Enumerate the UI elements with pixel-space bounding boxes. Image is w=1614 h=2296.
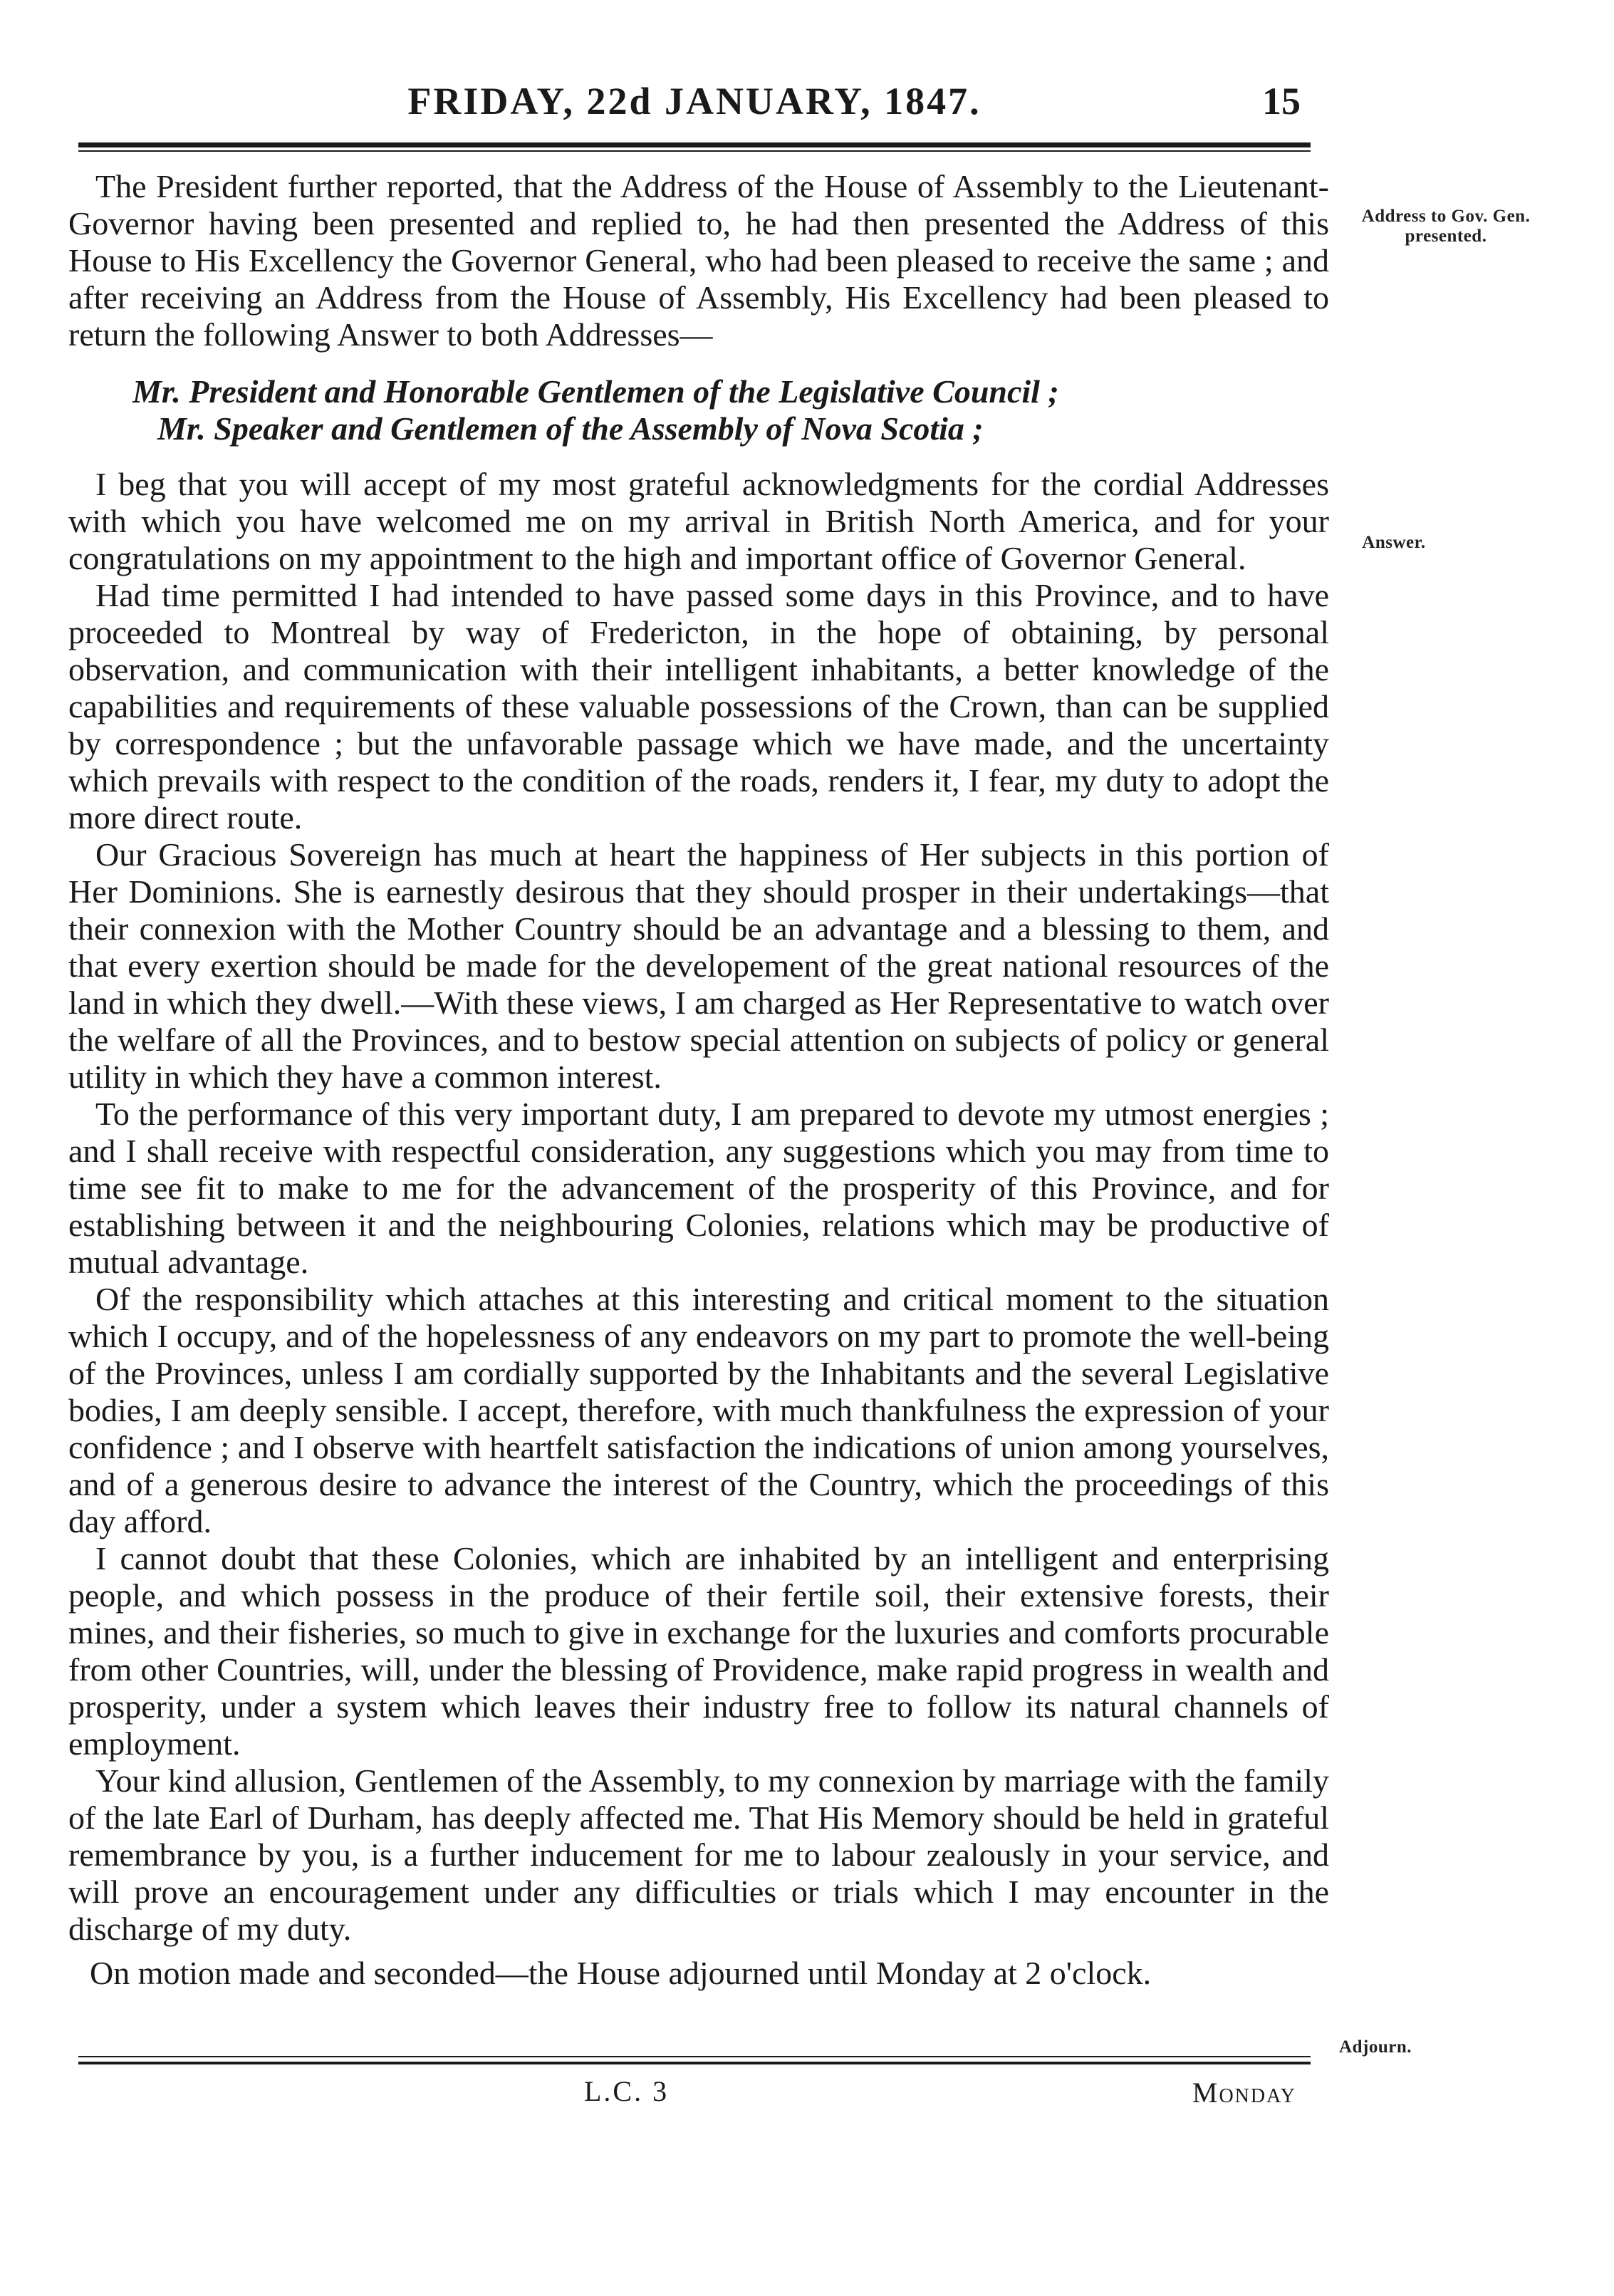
answer-paragraph: I beg that you will accept of my most grateful acknowledgments for the cordial Addresses with which you have welcomed me on my arrival in British North America, and for your congratulations on my appointment to the high and important office of Governor General. bbox=[68, 466, 1329, 576]
footer-rule-thin bbox=[78, 2056, 1311, 2057]
header-rule-thick bbox=[78, 142, 1311, 147]
footer-rule-thick bbox=[78, 2062, 1311, 2064]
document-body bbox=[68, 168, 1329, 1992]
answer-paragraph: To the performance of this very important duty, I am prepared to devote my utmost energies ; and I shall receive with respectful consideration, any suggestions which you may from time to time see fit to make to me for the advancement of the prosperity of this Province, and for establishing between it and the neighbouring Colonies, relations which may be productive of mutual advantage. bbox=[68, 1096, 1329, 1280]
catchword: Monday bbox=[1192, 2077, 1296, 2109]
answer-paragraph: Our Gracious Sovereign has much at heart the happiness of Her subjects in this portion of Her Dominions. She is earnestly desirous that they should prosper in their undertakings—that their connexion with the Mother Country should be an advantage and a blessing to them, and that every exertion should be made for the developement of the great national resources of the land in which they dwell.—With these views, I am charged as Her Representative to watch over the welfare of all the Provinces, and to bestow special attention on subjects of policy or general utility in which they have a common interest. bbox=[68, 836, 1329, 1095]
signature-mark: L.C. 3 bbox=[584, 2075, 670, 2107]
salutation-assembly: Mr. Speaker and Gentlemen of the Assembly of Nova Scotia ; bbox=[157, 410, 984, 447]
running-head: FRIDAY, 22d JANUARY, 1847. bbox=[407, 80, 982, 123]
answer-paragraph: I cannot doubt that these Colonies, which are inhabited by an intelligent and enterprising people, and which possess in the produce of their fertile soil, their extensive forests, their mines, and their fisheries, so much to give in exchange for the luxuries and comforts procurable from other Countries, will, under the blessing of Providence, make rapid progress in wealth and prosperity, under a system which leaves their industry free to follow its natural channels of employment. bbox=[68, 1540, 1329, 1762]
intro-paragraph: The President further reported, that the Address of the House of Assembly to the Lieutenant-Governor having been presented and replied to, he had then presented the Address of this House to His Excellency the Governor General, who had been pleased to receive the same ; and after receiving an Address from the House of Assembly, His Excellency had been pleased to return the following Answer to both Addresses— bbox=[68, 168, 1329, 353]
page-header bbox=[78, 71, 1311, 140]
adjournment-paragraph: On motion made and seconded—the House adjourned until Monday at 2 o'clock. bbox=[90, 1955, 1152, 1991]
margin-note-answer: Answer. bbox=[1362, 533, 1426, 552]
margin-note-address-presented: Address to Gov. Gen. presented. bbox=[1361, 207, 1531, 246]
answer-paragraph: Your kind allusion, Gentlemen of the Assembly, to my connexion by marriage with the family of the late Earl of Durham, has deeply affected me. That His Memory should be held in grateful remembrance by you, is a further inducement for me to labour zealously in your service, and will prove an encouragement under any difficulties or trials which I may encounter in the discharge of my duty. bbox=[68, 1762, 1329, 1947]
page-footer bbox=[78, 2074, 1311, 2117]
salutation-council: Mr. President and Honorable Gentlemen of the Legislative Council ; bbox=[132, 373, 1059, 410]
header-rule-thin bbox=[78, 150, 1311, 152]
margin-note-adjourn: Adjourn. bbox=[1339, 2037, 1412, 2057]
answer-paragraph: Had time permitted I had intended to have passed some days in this Province, and to have proceeded to Montreal by way of Fredericton, in the hope of obtaining, by personal observation, and communication with their intelligent inhabitants, a better knowledge of the capabilities and requirements of these valuable possessions of the Crown, than can be supplied by correspondence ; but the unfavorable passage which we have made, and the uncertainty which prevails with respect to the condition of the roads, renders it, I fear, my duty to adopt the more direct route. bbox=[68, 577, 1329, 836]
answer-paragraph: Of the responsibility which attaches at this interesting and critical moment to the situation which I occupy, and of the hopelessness of any endeavors on my part to promote the well-being of the Provinces, unless I am cordially supported by the Inhabitants and the several Legislative bodies, I am deeply sensible. I accept, therefore, with much thankfulness the expression of your confidence ; and I observe with heartfelt satisfaction the indications of union among yourselves, and of a generous desire to advance the interest of the Country, which the proceedings of this day afford. bbox=[68, 1281, 1329, 1539]
page-number: 15 bbox=[1262, 80, 1301, 123]
